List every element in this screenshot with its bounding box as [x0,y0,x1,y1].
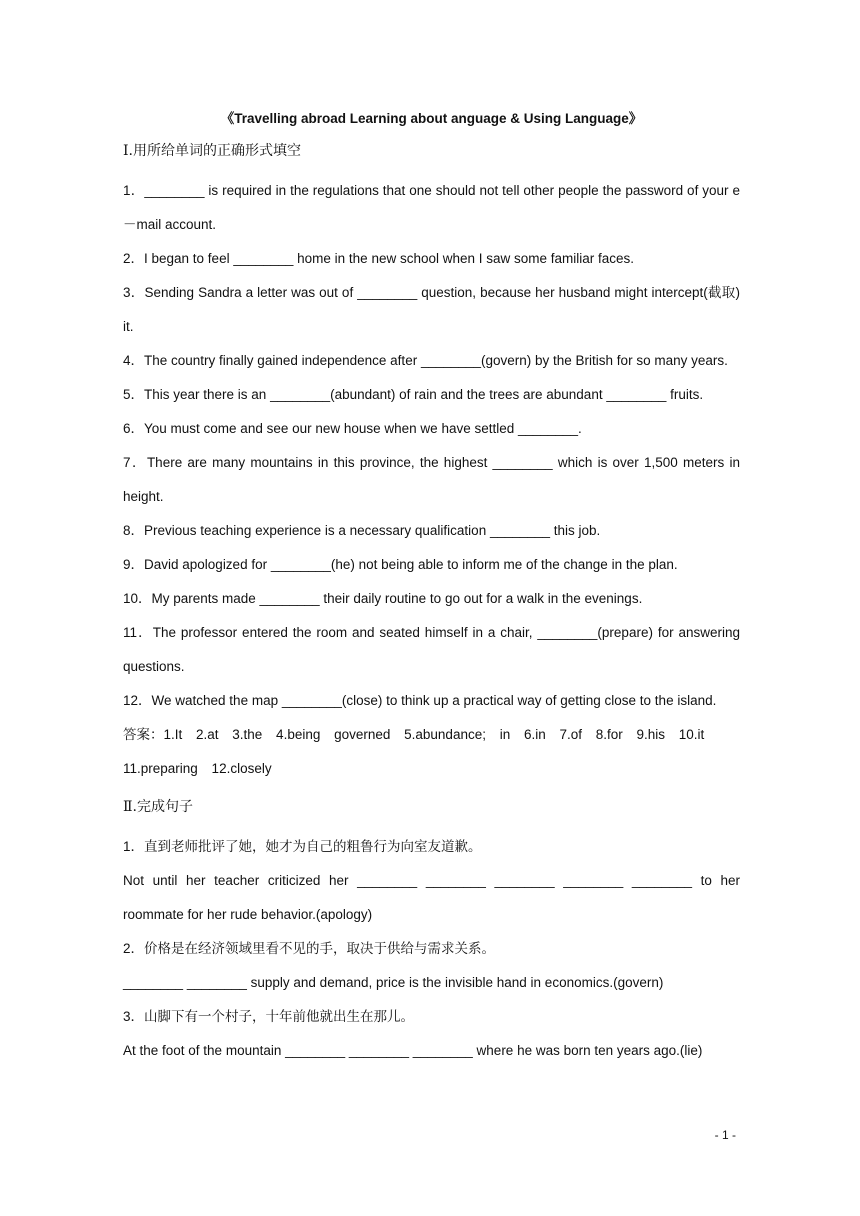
section-2-heading: Ⅱ.完成句子 [123,799,193,815]
question-item: 1．________ is required in the regulations that one should not tell other people the password of your e－mail account. [123,183,740,232]
question-item: Not until her teacher criticized her ________ ________ ________ ________ ________ to her roommate for her rude behavior.(apology) [123,873,740,922]
section-1-list [123,174,740,786]
question-item: 1．直到老师批评了她，她才为自己的粗鲁行为向室友道歉。 [123,839,482,854]
page-number: - 1 - [714,1128,736,1142]
question-item: 11．The professor entered the room and seated himself in a chair, ________(prepare) for answering questions. [123,625,740,674]
question-item: 9．David apologized for ________(he) not being able to inform me of the change in the plan. [123,557,678,572]
document-page [123,108,740,1068]
question-item: 3．Sending Sandra a letter was out of ________ question, because her husband might intercept(截取) it. [123,285,740,334]
question-item: 2．价格是在经济领域里看不见的手，取决于供给与需求关系。 [123,941,496,956]
question-item: 7．There are many mountains in this province, the highest ________ which is over 1,500 meters in height. [123,455,740,504]
question-item: 5．This year there is an ________(abundant) of rain and the trees are abundant ________ fruits. [123,387,704,402]
question-item: 12．We watched the map ________(close) to think up a practical way of getting close to the island. [123,693,717,708]
question-item: 8．Previous teaching experience is a necessary qualification ________ this job. [123,523,601,538]
document-title: 《Travelling abroad Learning about anguage & Using Language》 [220,111,643,126]
answer-key: 答案：1.It 2.at 3.the 4.being governed 5.abundance; in 6.in 7.of 8.for 9.his 10.it 11.preparing 12.closely [123,727,705,776]
question-item: 4．The country finally gained independence after ________(govern) by the British for so many years. [123,353,728,368]
question-item: At the foot of the mountain ________ ________ ________ where he was born ten years ago.(lie) [123,1043,703,1058]
question-item: 2．I began to feel ________ home in the new school when I saw some familiar faces. [123,251,635,266]
question-item: 10．My parents made ________ their daily routine to go out for a walk in the evenings. [123,591,643,606]
question-item: 3．山脚下有一个村子，十年前他就出生在那儿。 [123,1009,415,1024]
question-item: ________ ________ supply and demand, price is the invisible hand in economics.(govern) [123,975,664,990]
section-2-list [123,830,740,1068]
question-item: 6．You must come and see our new house when we have settled ________. [123,421,582,436]
section-1-heading: Ⅰ.用所给单词的正确形式填空 [123,143,301,159]
